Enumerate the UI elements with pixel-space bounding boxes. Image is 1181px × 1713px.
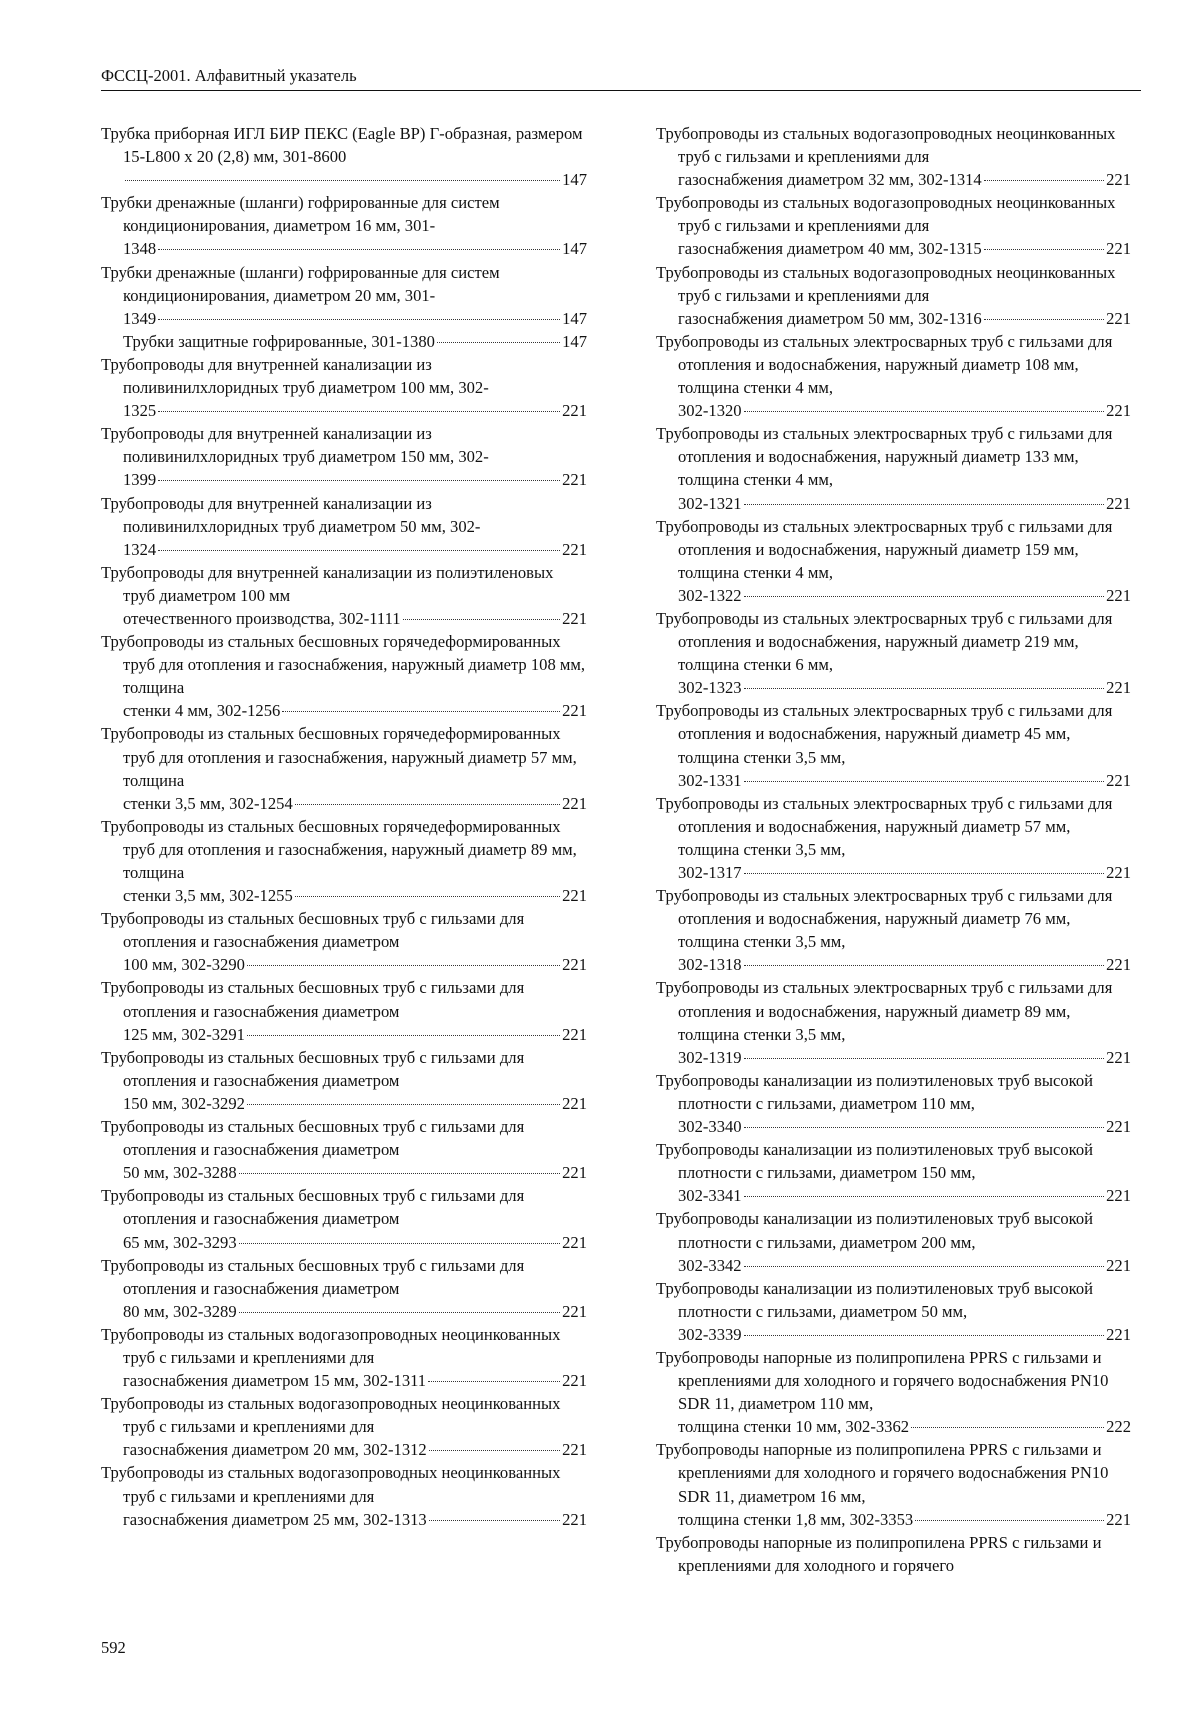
entry-text: Трубопроводы канализации из полиэтиленовых труб высокой плотности с гильзами, диаметром 50 мм, [656, 1278, 1094, 1321]
index-entry [101, 722, 587, 814]
entry-text: Трубопроводы для внутренней канализации из поливинилхлоридных труб диаметром 150 мм, 302- [101, 424, 489, 467]
page-reference: 221 [562, 1024, 587, 1044]
entry-page-line [678, 953, 1131, 976]
index-entry [101, 976, 587, 1045]
index-entry [101, 1184, 587, 1253]
dot-leader [239, 1173, 560, 1174]
index-entry [101, 422, 587, 491]
entry-text: Трубопроводы канализации из полиэтиленовых труб высокой плотности с гильзами, диаметром 110 мм, [656, 1070, 1094, 1113]
entry-page-line [123, 168, 587, 191]
entry-text: Трубопроводы из стальных электросварных труб с гильзами для отопления и водоснабжения, наружный диаметр 159 мм, толщина стенки 4 мм, [656, 516, 1113, 582]
index-entry [656, 330, 1131, 422]
entry-text: Трубопроводы канализации из полиэтиленовых труб высокой плотности с гильзами, диаметром 150 мм, [656, 1140, 1094, 1183]
index-entry [656, 976, 1131, 1068]
entry-text-tail: газоснабжения диаметром 32 мм, 302-1314 [678, 170, 982, 190]
page-reference: 221 [562, 1093, 587, 1113]
entry-text-tail: 302-1331 [678, 770, 742, 790]
running-header: ФССЦ-2001. Алфавитный указатель [101, 66, 357, 85]
entry-page-line [123, 699, 587, 722]
dot-leader [158, 319, 560, 320]
entry-text: Трубопроводы для внутренней канализации из поливинилхлоридных труб диаметром 50 мм, 302- [101, 493, 481, 536]
entry-text: Трубопроводы для внутренней канализации из полиэтиленовых труб диаметром 100 мм [101, 562, 554, 605]
dot-leader [744, 965, 1105, 966]
entry-text-tail: 1325 [123, 401, 157, 421]
entry-page-line [123, 1369, 587, 1392]
page-reference: 221 [562, 1232, 587, 1252]
entry-text: Трубопроводы из стальных бесшовных труб с гильзами для отопления и газоснабжения диаметром [101, 1047, 525, 1090]
entry-page-line [123, 1023, 587, 1046]
entry-text: Трубопроводы из стальных водогазопроводных неоцинкованных труб с гильзами и креплениями для [656, 193, 1116, 236]
entry-text: Трубопроводы напорные из полипропилена PPRS с гильзами и креплениями для холодного и горячего водоснабжения PN10 SDR 11, диаметром 16 мм, [656, 1440, 1109, 1506]
entry-text-tail: 302-3340 [678, 1117, 742, 1137]
entry-text-tail: 150 мм, 302-3292 [123, 1093, 245, 1113]
index-entry [101, 261, 587, 330]
index-entry [101, 907, 587, 976]
entry-text-tail: 50 мм, 302-3288 [123, 1163, 237, 1183]
index-entry [101, 330, 587, 353]
entry-page-line [123, 607, 587, 630]
entry-text: Трубопроводы из стальных бесшовных труб с гильзами для отопления и газоснабжения диаметром [101, 1186, 525, 1229]
page-reference: 221 [562, 955, 587, 975]
dot-leader [984, 249, 1104, 250]
index-entry [101, 1461, 587, 1530]
page-reference: 221 [562, 1440, 587, 1460]
dot-leader [282, 711, 560, 712]
index-entry [101, 122, 587, 191]
entry-text-tail: 1324 [123, 539, 157, 559]
entry-page-line [678, 399, 1131, 422]
index-entry [656, 1438, 1131, 1530]
index-entry [656, 422, 1131, 514]
entry-page-line [678, 1184, 1131, 1207]
entry-text-tail: 302-3339 [678, 1324, 742, 1344]
index-entry [101, 561, 587, 630]
entry-text: Трубки дренажные (шланги) гофрированные для систем кондиционирования, диаметром 16 мм, 301- [101, 193, 500, 236]
page-reference: 221 [1106, 493, 1131, 513]
page-reference: 147 [562, 331, 587, 351]
entry-text-tail: 302-3342 [678, 1255, 742, 1275]
entry-text: Трубопроводы из стальных бесшовных горячедеформированных труб для отопления и газоснабжения, наружный диаметр 108 мм, толщина [101, 632, 586, 698]
dot-leader [428, 1381, 560, 1382]
page-reference: 147 [562, 170, 587, 190]
entry-text-tail: 302-1318 [678, 955, 742, 975]
entry-page-line [123, 792, 587, 815]
entry-text: Трубопроводы из стальных бесшовных труб с гильзами для отопления и газоснабжения диаметром [101, 1255, 525, 1298]
index-entry [101, 630, 587, 722]
entry-text: Трубопроводы из стальных электросварных труб с гильзами для отопления и водоснабжения, наружный диаметр 76 мм, толщина стенки 3,5 мм, [656, 886, 1113, 952]
index-entry [656, 884, 1131, 976]
page-reference: 221 [1106, 1509, 1131, 1529]
entry-text: Трубопроводы из стальных электросварных труб с гильзами для отопления и водоснабжения, наружный диаметр 108 мм, толщина стенки 4 мм, [656, 331, 1113, 398]
page-reference: 221 [1106, 678, 1131, 698]
dot-leader [239, 1312, 560, 1313]
index-entry [656, 1138, 1131, 1207]
entry-page-line [678, 676, 1131, 699]
entry-page-line [123, 1092, 587, 1115]
entry-text: Трубопроводы из стальных электросварных труб с гильзами для отопления и водоснабжения, наружный диаметр 219 мм, толщина стенки 6 мм, [656, 608, 1113, 675]
dot-leader [295, 896, 560, 897]
entry-text-tail: 302-1320 [678, 401, 742, 421]
entry-text-tail: 125 мм, 302-3291 [123, 1024, 245, 1044]
entry-text-tail: 1348 [123, 239, 157, 259]
entry-page-line [678, 1508, 1131, 1531]
entry-text-tail: газоснабжения диаметром 25 мм, 302-1313 [123, 1509, 427, 1529]
dot-leader [744, 873, 1105, 874]
entry-text: Трубопроводы из стальных бесшовных горячедеформированных труб для отопления и газоснабжения, наружный диаметр 57 мм, толщина [101, 724, 577, 790]
dot-leader [744, 411, 1105, 412]
dot-leader [744, 1127, 1105, 1128]
entry-text: Трубопроводы из стальных водогазопроводных неоцинкованных труб с гильзами и креплениями для [656, 124, 1116, 167]
entry-page-line [123, 884, 587, 907]
entry-text-tail: 302-3341 [678, 1186, 742, 1206]
entry-text: Трубопроводы из стальных водогазопроводных неоцинкованных труб с гильзами и креплениями для [101, 1463, 561, 1506]
page-number: 592 [101, 1638, 126, 1657]
entry-page-line [123, 307, 587, 330]
page-reference: 221 [1106, 401, 1131, 421]
page-reference: 221 [562, 1509, 587, 1529]
dot-leader [437, 342, 560, 343]
entry-page-line [678, 168, 1131, 191]
entry-page-line [678, 237, 1131, 260]
page-reference: 221 [1106, 1047, 1131, 1067]
entry-text: Трубопроводы из стальных бесшовных труб с гильзами для отопления и газоснабжения диаметром [101, 1117, 525, 1160]
entry-text-tail: 302-1321 [678, 493, 742, 513]
page-reference: 221 [1106, 863, 1131, 882]
index-entry [656, 191, 1131, 260]
page-reference: 221 [562, 1163, 587, 1183]
entry-page-line [123, 538, 587, 561]
entry-text: Трубопроводы для внутренней канализации из поливинилхлоридных труб диаметром 100 мм, 302- [101, 354, 489, 398]
entry-text-tail: толщина стенки 1,8 мм, 302-3353 [678, 1509, 914, 1529]
index-entry [101, 1115, 587, 1184]
dot-leader [744, 596, 1105, 597]
entry-text: Трубопроводы напорные из полипропилена PPRS с гильзами и креплениями для холодного и горячего водоснабжения PN10 SDR 11, диаметром 110 мм, [656, 1347, 1109, 1414]
dot-leader [744, 781, 1105, 782]
entry-page-line [678, 584, 1131, 607]
dot-leader [158, 249, 560, 250]
index-entry [101, 353, 587, 422]
entry-text: Трубопроводы из стальных электросварных труб с гильзами для отопления и водоснабжения, наружный диаметр 45 мм, толщина стенки 3,5 мм, [656, 701, 1113, 767]
page-reference: 221 [562, 886, 587, 906]
entry-page-line [123, 399, 587, 422]
entry-page-line [678, 492, 1131, 515]
dot-leader [125, 180, 560, 181]
entry-text-tail: толщина стенки 10 мм, 302-3362 [678, 1417, 910, 1437]
entry-page-line [123, 1508, 587, 1531]
dot-leader [247, 965, 560, 966]
index-entry [101, 1046, 587, 1115]
entry-page-line [123, 1231, 587, 1254]
page-reference: 221 [1106, 1255, 1131, 1275]
entry-text-tail: 302-1323 [678, 678, 742, 698]
dot-leader [295, 804, 560, 805]
entry-page-line [123, 330, 587, 353]
dot-leader [247, 1104, 560, 1105]
dot-leader [158, 480, 560, 481]
page-reference: 147 [562, 308, 587, 328]
index-entry [101, 1254, 587, 1323]
entry-text-tail: стенки 3,5 мм, 302-1254 [123, 793, 293, 813]
entry-text: Трубопроводы из стальных бесшовных труб с гильзами для отопления и газоснабжения диаметром [101, 909, 525, 952]
entry-text-tail: 302-1317 [678, 863, 742, 882]
dot-leader [984, 180, 1104, 181]
page-reference: 221 [1106, 770, 1131, 790]
page-reference: 221 [1106, 170, 1131, 190]
page-reference: 221 [562, 470, 587, 490]
index-entry [101, 191, 587, 260]
page-reference: 221 [1106, 585, 1131, 605]
entry-page-line [678, 769, 1131, 792]
entry-page-line [678, 1046, 1131, 1069]
entry-text-tail: 80 мм, 302-3289 [123, 1301, 237, 1321]
index-column-right [656, 122, 1131, 1577]
index-entry [656, 1069, 1131, 1138]
entry-text-tail: 1399 [123, 470, 157, 490]
entry-text-tail: отечественного производства, 302-1111 [123, 608, 401, 628]
index-entry [656, 515, 1131, 607]
dot-leader [744, 1196, 1105, 1197]
index-entry [656, 1346, 1131, 1438]
entry-text: Трубопроводы из стальных бесшовных горячедеформированных труб для отопления и газоснабжения, наружный диаметр 89 мм, толщина [101, 816, 577, 882]
index-entry [656, 699, 1131, 791]
index-entry [656, 1277, 1131, 1346]
entry-text: Трубки дренажные (шланги) гофрированные для систем кондиционирования, диаметром 20 мм, 301- [101, 262, 500, 305]
index-entry [656, 261, 1131, 330]
entry-text: Трубопроводы из стальных электросварных труб с гильзами для отопления и водоснабжения, наружный диаметр 89 мм, толщина стенки 3,5 мм, [656, 978, 1113, 1044]
entry-page-line [678, 1415, 1131, 1438]
dot-leader [158, 411, 560, 412]
page-reference: 221 [562, 1371, 587, 1391]
dot-leader [744, 1266, 1105, 1267]
index-column-left [101, 122, 587, 1531]
entry-page-line [123, 237, 587, 260]
dot-leader [984, 319, 1104, 320]
entry-text-tail: 1349 [123, 308, 157, 328]
entry-text-tail: 100 мм, 302-3290 [123, 955, 245, 975]
entry-page-line [123, 468, 587, 491]
page-reference: 221 [1106, 955, 1131, 975]
entry-page-line [678, 1115, 1131, 1138]
entry-page-line [123, 1161, 587, 1184]
page-reference: 221 [562, 1301, 587, 1321]
entry-text: Трубопроводы из стальных электросварных труб с гильзами для отопления и водоснабжения, наружный диаметр 57 мм, толщина стенки 3,5 мм, [656, 793, 1113, 859]
entry-text-tail: газоснабжения диаметром 15 мм, 302-1311 [123, 1371, 427, 1391]
entry-text-tail: Трубки защитные гофрированные, 301-1380 [123, 331, 435, 351]
entry-page-line [123, 1438, 587, 1461]
entry-text-tail: газоснабжения диаметром 20 мм, 302-1312 [123, 1440, 427, 1460]
index-entry [101, 815, 587, 907]
dot-leader [429, 1520, 560, 1521]
header-rule [101, 90, 1141, 91]
index-entry [101, 1392, 587, 1461]
entry-text: Трубка приборная ИГЛ БИР ПЕКС (Eagle BP) Г-образная, размером 15-L800 x 20 (2,8) мм, 301-8600 [101, 124, 583, 167]
entry-text: Трубопроводы из стальных водогазопроводных неоцинкованных труб с гильзами и креплениями для [656, 262, 1116, 305]
page-reference: 221 [1106, 1324, 1131, 1344]
entry-text-tail: стенки 3,5 мм, 302-1255 [123, 886, 293, 906]
index-entry [101, 1323, 587, 1392]
dot-leader [429, 1450, 560, 1451]
entry-text: Трубопроводы напорные из полипропилена PPRS с гильзами и креплениями для холодного и горячего [656, 1532, 1102, 1575]
entry-page-line [123, 953, 587, 976]
page-reference: 221 [562, 701, 587, 721]
page-reference: 221 [562, 608, 587, 628]
index-entry [656, 1531, 1131, 1577]
entry-text-tail: 65 мм, 302-3293 [123, 1232, 237, 1252]
dot-leader [744, 1335, 1105, 1336]
dot-leader [744, 1058, 1105, 1059]
entry-page-line [678, 307, 1131, 330]
index-entry [656, 792, 1131, 884]
page-reference: 221 [1106, 239, 1131, 259]
dot-leader [744, 688, 1105, 689]
page-reference: 222 [1106, 1417, 1131, 1437]
index-entry [656, 607, 1131, 699]
page-reference: 221 [562, 793, 587, 813]
entry-page-line [123, 1300, 587, 1323]
dot-leader [915, 1520, 1104, 1521]
index-entry [656, 1207, 1131, 1276]
dot-leader [158, 550, 560, 551]
page-reference: 221 [1106, 308, 1131, 328]
entry-page-line [678, 1254, 1131, 1277]
entry-text: Трубопроводы из стальных электросварных труб с гильзами для отопления и водоснабжения, наружный диаметр 133 мм, толщина стенки 4 мм, [656, 424, 1113, 490]
page-reference: 221 [1106, 1186, 1131, 1206]
page-reference: 221 [1106, 1117, 1131, 1137]
entry-text-tail: стенки 4 мм, 302-1256 [123, 701, 281, 721]
index-entry [101, 492, 587, 561]
page-reference: 221 [562, 539, 587, 559]
dot-leader [744, 504, 1105, 505]
entry-page-line [678, 861, 1131, 884]
dot-leader [239, 1243, 560, 1244]
entry-text-tail: газоснабжения диаметром 40 мм, 302-1315 [678, 239, 982, 259]
entry-text-tail: газоснабжения диаметром 50 мм, 302-1316 [678, 308, 982, 328]
entry-page-line [678, 1323, 1131, 1346]
entry-text-tail: 302-1322 [678, 585, 742, 605]
entry-text: Трубопроводы из стальных бесшовных труб с гильзами для отопления и газоснабжения диаметром [101, 978, 525, 1021]
entry-text: Трубопроводы из стальных водогазопроводных неоцинкованных труб с гильзами и креплениями для [101, 1394, 561, 1437]
entry-text: Трубопроводы канализации из полиэтиленовых труб высокой плотности с гильзами, диаметром 200 мм, [656, 1209, 1094, 1252]
page-reference: 147 [562, 239, 587, 259]
dot-leader [403, 619, 561, 620]
dot-leader [247, 1035, 560, 1036]
dot-leader [911, 1427, 1104, 1428]
entry-text: Трубопроводы из стальных водогазопроводных неоцинкованных труб с гильзами и креплениями для [101, 1324, 561, 1367]
index-entry [656, 122, 1131, 191]
entry-text-tail: 302-1319 [678, 1047, 742, 1067]
page-reference: 221 [562, 401, 587, 421]
